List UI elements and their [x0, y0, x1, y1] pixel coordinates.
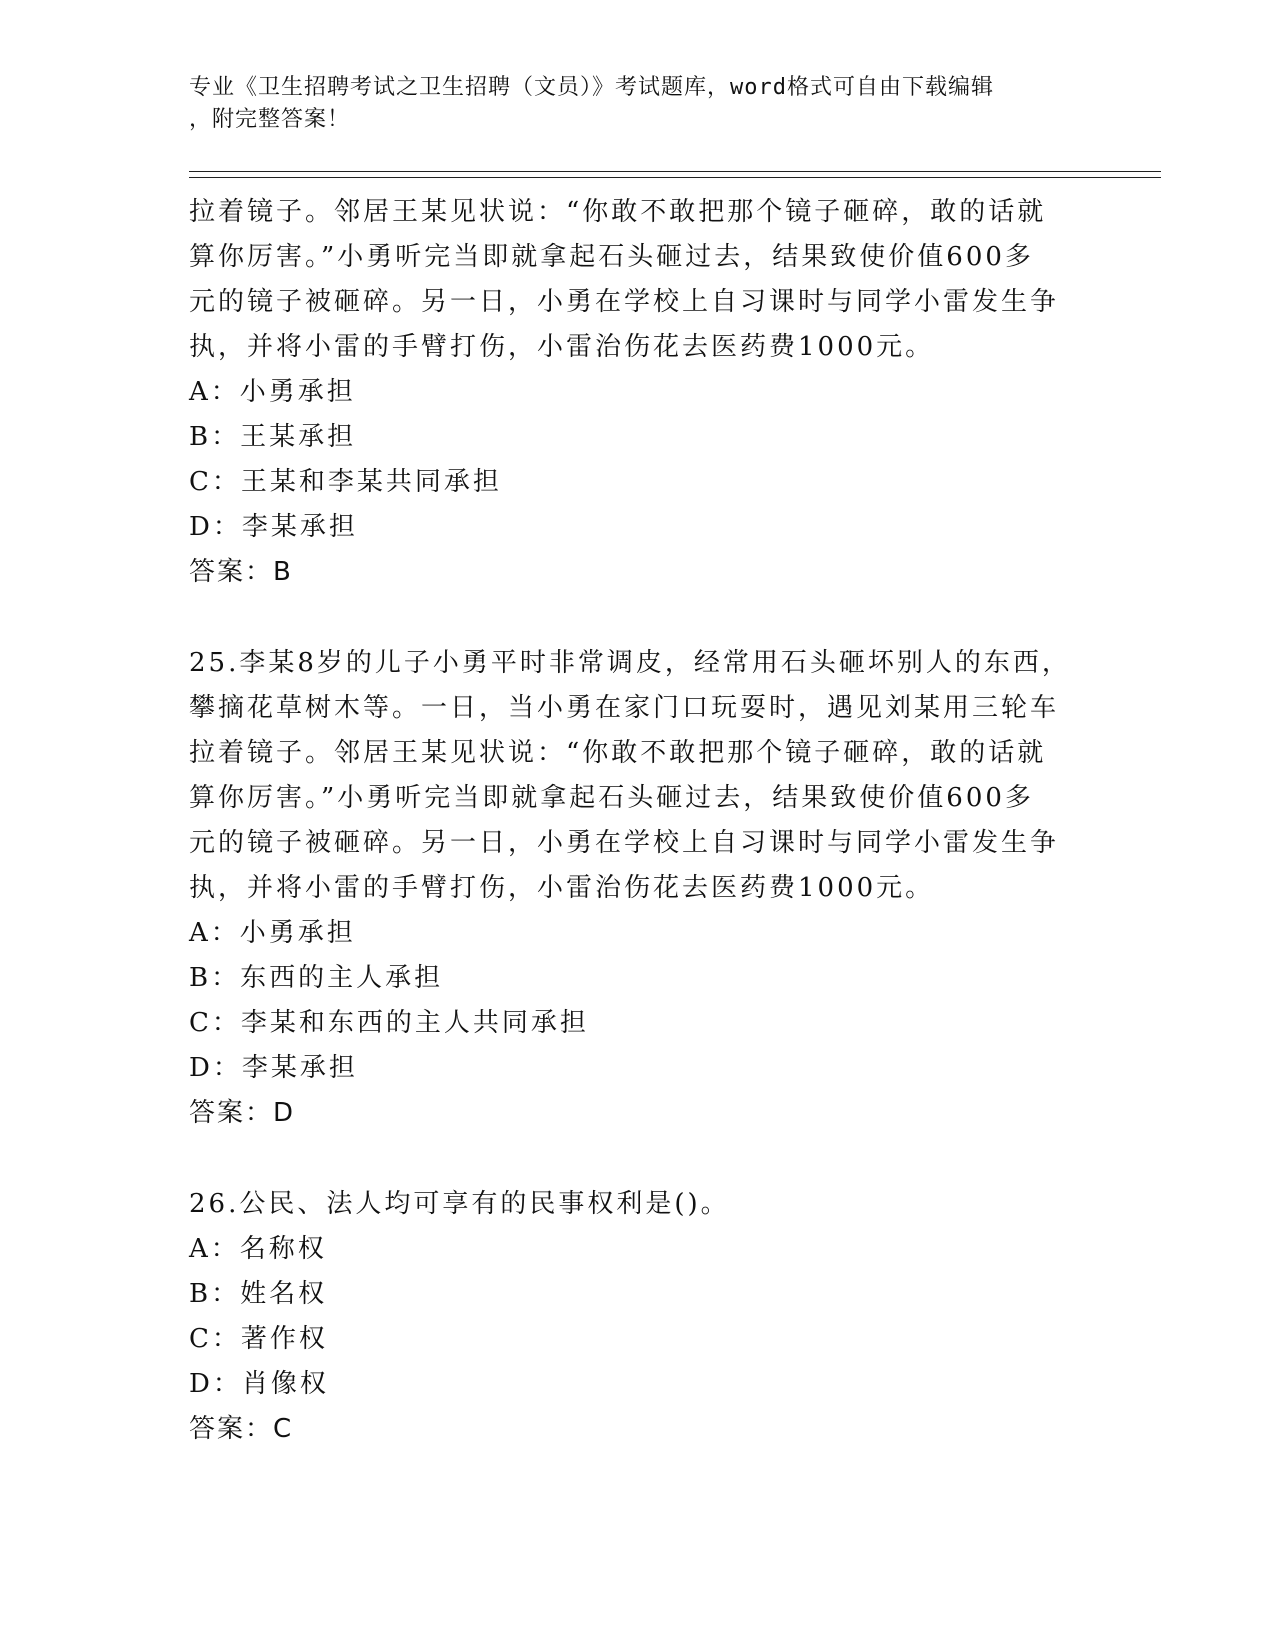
- option-a: A：小勇承担: [189, 918, 356, 948]
- answer-line: 答案：D: [189, 1098, 296, 1128]
- question-text-line: 执，并将小雷的手臂打伤，小雷治伤花去医药费1000元。: [189, 332, 935, 362]
- question-text-line: 拉着镜子。邻居王某见状说：“你敢不敢把那个镜子砸碎，敢的话就: [189, 197, 1047, 227]
- question-text-line: 25.李某8岁的儿子小勇平时非常调皮，经常用石头砸坏别人的东西，: [189, 648, 1071, 678]
- option-c: C：王某和李某共同承担: [189, 467, 502, 497]
- option-d: D：肖像权: [189, 1369, 329, 1399]
- question-text-line: 元的镜子被砸碎。另一日，小勇在学校上自习课时与同学小雷发生争: [189, 828, 1060, 858]
- question-text-line: 算你厉害。”小勇听完当即就拿起石头砸过去，结果致使价值600多: [189, 783, 1034, 813]
- question-text-line: 算你厉害。”小勇听完当即就拿起石头砸过去，结果致使价值600多: [189, 242, 1034, 272]
- header-rule-bottom: [189, 177, 1161, 178]
- question-text-line: 拉着镜子。邻居王某见状说：“你敢不敢把那个镜子砸碎，敢的话就: [189, 738, 1047, 768]
- header-line-1: 专业《卫生招聘考试之卫生招聘（文员）》考试题库，word格式可自由下载编辑: [189, 75, 994, 100]
- document-body: [189, 190, 1089, 1452]
- option-b: B：姓名权: [189, 1279, 328, 1309]
- question-25: [189, 641, 1089, 1136]
- answer-line: 答案：C: [189, 1414, 294, 1444]
- option-d: D：李某承担: [189, 512, 358, 542]
- question-text-line: 元的镜子被砸碎。另一日，小勇在学校上自习课时与同学小雷发生争: [189, 287, 1060, 317]
- option-b: B：东西的主人承担: [189, 963, 444, 993]
- answer-line: 答案：B: [189, 557, 293, 587]
- option-b: B：王某承担: [189, 422, 357, 452]
- option-d: D：李某承担: [189, 1053, 358, 1083]
- question-text-line: 执，并将小雷的手臂打伤，小雷治伤花去医药费1000元。: [189, 873, 935, 903]
- question-26: [189, 1182, 1089, 1452]
- option-c: C：李某和东西的主人共同承担: [189, 1008, 589, 1038]
- document-header: [189, 72, 1069, 136]
- question-text-line: 攀摘花草树木等。一日，当小勇在家门口玩耍时，遇见刘某用三轮车: [189, 693, 1060, 723]
- option-c: C：著作权: [189, 1324, 328, 1354]
- question-partial: [189, 190, 1089, 595]
- question-text-line: 26.公民、法人均可享有的民事权利是()。: [189, 1189, 730, 1219]
- header-rule-top: [189, 171, 1161, 172]
- spacer: [189, 1136, 1089, 1182]
- header-line-2: ，附完整答案！: [189, 107, 351, 132]
- option-a: A：名称权: [189, 1234, 327, 1264]
- spacer: [189, 595, 1089, 641]
- option-a: A：小勇承担: [189, 377, 356, 407]
